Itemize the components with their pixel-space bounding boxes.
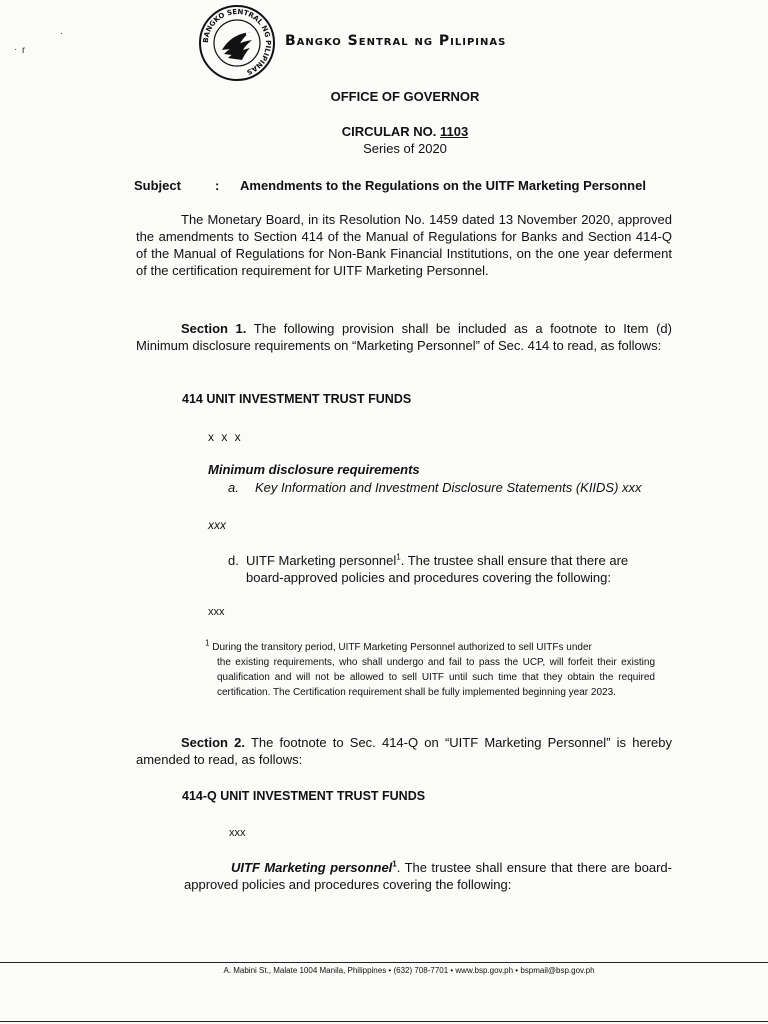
item-a — [228, 480, 642, 495]
svg-text:BANGKO SENTRAL NG PILIPINAS: BANGKO SENTRAL NG PILIPINAS — [201, 7, 273, 77]
section-414q-heading: 414-Q UNIT INVESTMENT TRUST FUNDS — [182, 789, 426, 803]
omission-marker: xxx — [208, 606, 225, 618]
scan-mark: r — [22, 45, 26, 56]
circular-number: 1103 — [440, 124, 469, 139]
section-2-item-title: UITF Marketing personnel — [231, 860, 393, 875]
item-d-label: d. — [228, 553, 239, 568]
bsp-seal-icon — [198, 4, 276, 82]
footer-address: A. Mabini St., Malate 1004 Manila, Philippines • (632) 708-7701 • www.bsp.gov.ph • bspmail@bsp.gov.ph — [223, 966, 595, 975]
section-2-label: Section 2. — [181, 735, 245, 750]
subject-label: Subject — [134, 178, 181, 193]
footnote-number: 1 — [205, 638, 210, 648]
footnote — [205, 640, 655, 700]
intro-paragraph: The Monetary Board, in its Resolution No. 1459 dated 13 November 2020, approved the amendments to Section 414 of the Manual of Regulations for Banks and Section 414-Q of the Manual of Regulations for Non-Bank Financial Institutions, on the one year deferment of the certification requirement for UITF Marketing Personnel. — [136, 212, 672, 278]
item-d — [228, 552, 668, 586]
section-1-paragraph — [136, 320, 672, 354]
disclosure-requirements-title: Minimum disclosure requirements — [208, 462, 420, 477]
circular-label: CIRCULAR NO. — [341, 124, 437, 139]
item-a-label: a. — [228, 480, 239, 495]
item-a-text: Key Information and Investment Disclosure Statements (KIIDS) xxx — [255, 480, 642, 495]
scan-mark: · — [14, 44, 18, 55]
series-line: Series of 2020 — [363, 141, 447, 156]
scan-mark: · — [60, 28, 64, 39]
footnote-line-1: During the transitory period, UITF Marketing Personnel authorized to sell UITFs under — [212, 642, 592, 653]
omission-marker: x x x — [208, 430, 243, 444]
bank-name: Bangko Sentral ng Pilipinas — [285, 33, 507, 49]
office-title: OFFICE OF GOVERNOR — [330, 89, 480, 104]
subject-text: Amendments to the Regulations on the UITF Marketing Personnel — [240, 178, 646, 193]
circular-title — [0, 124, 768, 139]
footnote-ref: 1 — [396, 552, 401, 562]
section-2-item-text: . The trustee shall ensure that there are board-approved policies and procedures covering the following: — [184, 860, 672, 892]
item-d-continuation: board-approved policies and procedures covering the following: — [246, 570, 611, 585]
omission-marker: xxx — [229, 827, 246, 839]
subject-colon: : — [215, 178, 220, 193]
footnote-rest: the existing requirements, who shall undergo and fail to pass the UCP, will forfeit their existing qualification and will not be allowed to sell UITF until such time that they obtain the required certification. The Certification requirement shall be fully implemented beginning year 2023. — [217, 657, 655, 698]
omission-marker: xxx — [208, 518, 226, 532]
section-414-heading: 414 UNIT INVESTMENT TRUST FUNDS — [182, 392, 412, 406]
section-2-text: The footnote to Sec. 414-Q on “UITF Marketing Personnel” is hereby amended to read, as follows: — [136, 735, 672, 767]
item-d-text: . The trustee shall ensure that there are — [400, 553, 629, 568]
section-2-item — [184, 859, 672, 893]
footer-rule-bottom — [0, 1021, 768, 1022]
item-d-title: UITF Marketing personnel — [246, 553, 397, 568]
section-1-text: The following provision shall be included as a footnote to Item (d) Minimum disclosure requirements on “Marketing Personnel” of Sec. 414 to read, as follows: — [136, 321, 672, 353]
footnote-ref: 1 — [392, 859, 397, 869]
section-1-label: Section 1. — [181, 321, 247, 336]
section-2-paragraph — [136, 734, 672, 768]
footer-rule-top — [0, 962, 768, 963]
